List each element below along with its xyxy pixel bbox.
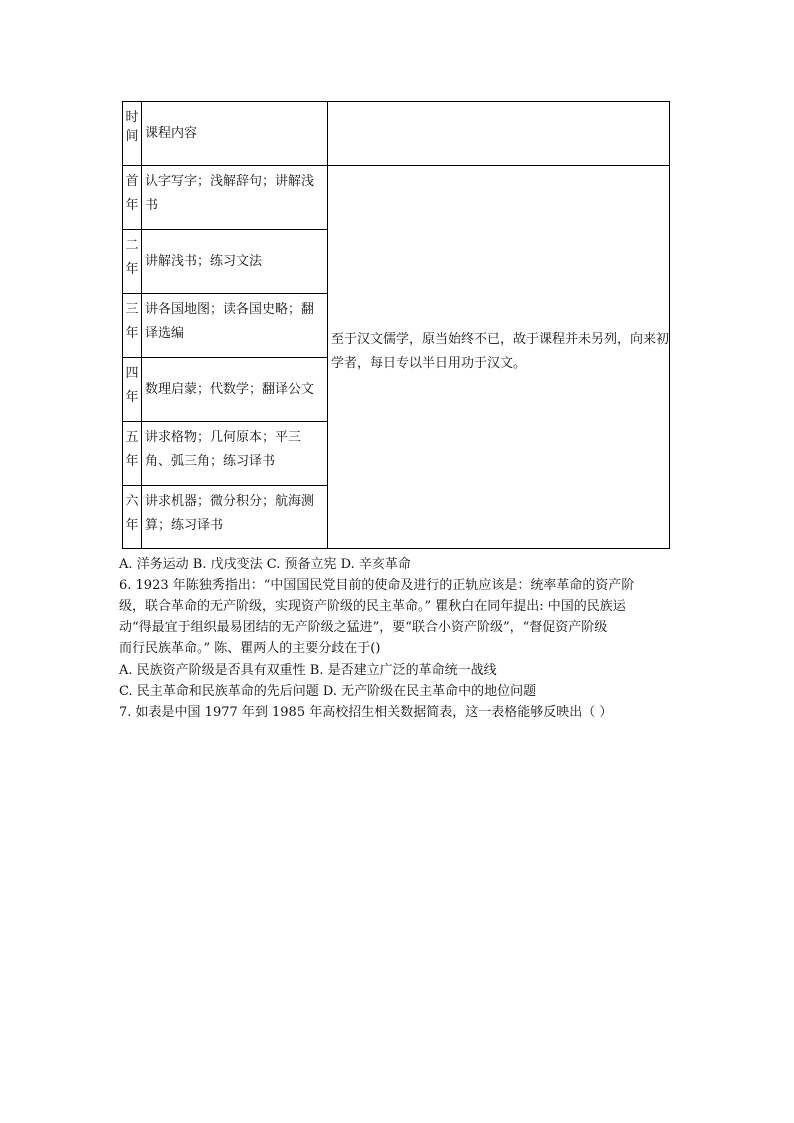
row-content: 讲求机器；微分积分；航海测算；练习译书 bbox=[142, 486, 328, 548]
row-content: 数理启蒙；代数学；翻译公文 bbox=[142, 358, 328, 421]
row-year: 三年 bbox=[123, 294, 142, 357]
q6-options-cd: C. 民主革命和民族革命的先后问题 D. 无产阶级在民主革命中的地位问题 bbox=[119, 684, 537, 699]
q5-options: A. 洋务运动 B. 戊戌变法 C. 预备立宪 D. 辛亥革命 bbox=[119, 557, 411, 572]
header-extra bbox=[328, 102, 669, 165]
q6-options-ab: A. 民族资产阶级是否具有双重性 B. 是否建立广泛的革命统一战线 bbox=[119, 663, 497, 678]
row-year: 二年 bbox=[123, 230, 142, 293]
row-content: 认字写字；浅解辞句；讲解浅书 bbox=[142, 166, 328, 229]
row-year: 五年 bbox=[123, 422, 142, 485]
row-year: 四年 bbox=[123, 358, 142, 421]
q6-line-1: 6. 1923 年陈独秀指出：“中国国民党目前的使命及进行的正轨应该是：统率革命的资产阶 bbox=[119, 578, 635, 593]
row-year: 首年 bbox=[123, 166, 142, 229]
q6-line-3: 动“得最宜于组织最易团结的无产阶级之猛进”，要“联合小资产阶级”，“督促资产阶级 bbox=[119, 620, 608, 635]
row-content: 讲求格物；几何原本；平三角、弧三角；练习译书 bbox=[142, 422, 328, 485]
q6-line-4: 而行民族革命。” 陈、瞿两人的主要分歧在于() bbox=[119, 641, 381, 656]
row-year: 六年 bbox=[123, 486, 142, 548]
row-content: 讲各国地图；读各国史略；翻译选编 bbox=[142, 294, 328, 357]
header-content: 课程内容 bbox=[142, 102, 328, 165]
header-year: 时间 bbox=[123, 102, 142, 165]
q6-line-2: 级，联合革命的无产阶级，实现资产阶级的民主革命。” 瞿秋白在同年提出: 中国的民族运 bbox=[119, 599, 626, 614]
curriculum-table bbox=[122, 101, 670, 549]
q7-stem: 7. 如表是中国 1977 年到 1985 年高校招生相关数据简表，这一表格能够反映出（ ） bbox=[119, 705, 613, 720]
row-content: 讲解浅书；练习文法 bbox=[142, 230, 328, 293]
table-note: 至于汉文儒学，原当始终不已，故于课程并未另列，向来初学者，每日专以半日用功于汉文。 bbox=[331, 332, 670, 371]
